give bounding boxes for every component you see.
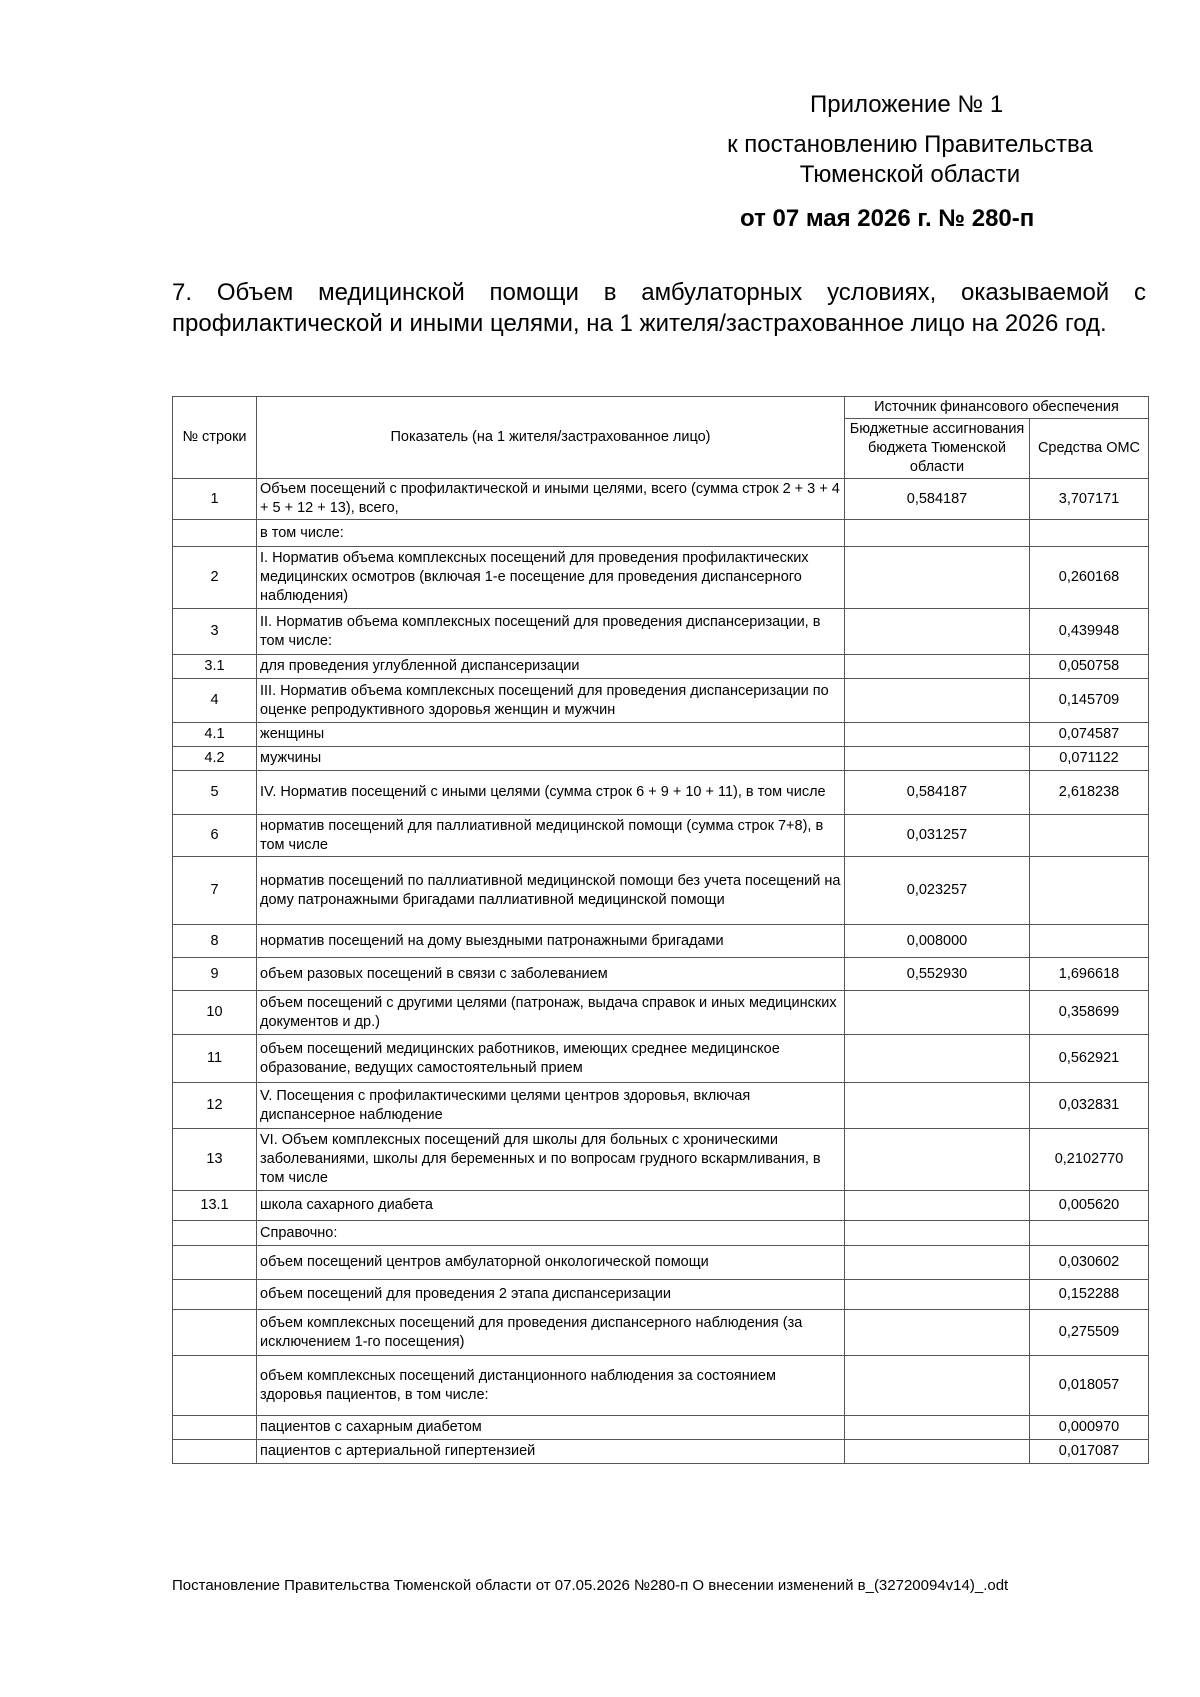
table-row xyxy=(173,991,1149,1035)
decree-reference: к постановлению Правительства Тюменской области xyxy=(727,131,1093,188)
cell-oms: 0,005620 xyxy=(1030,1191,1149,1221)
cell-row-no: 3 xyxy=(173,609,257,655)
cell-row-no: 12 xyxy=(173,1083,257,1129)
cell-oms: 0,2102770 xyxy=(1030,1129,1149,1191)
cell-oms xyxy=(1030,1221,1149,1246)
cell-oms xyxy=(1030,520,1149,547)
cell-indicator: VI. Объем комплексных посещений для школы для больных с хроническими заболеваниями, школы для беременных и по вопросам грудного вскармливания, в том числе xyxy=(257,1129,845,1191)
table-row xyxy=(173,1221,1149,1246)
cell-row-no: 4 xyxy=(173,679,257,723)
document-footer: Постановление Правительства Тюменской области от 07.05.2026 №280-п О внесении изменений в_(32720094v14)_.odt xyxy=(172,1577,1009,1594)
cell-budget xyxy=(845,1191,1030,1221)
cell-row-no xyxy=(173,1246,257,1280)
cell-row-no: 3.1 xyxy=(173,655,257,679)
cell-indicator: V. Посещения с профилактическими целями центров здоровья, включая диспансерное наблюдение xyxy=(257,1083,845,1129)
cell-budget xyxy=(845,655,1030,679)
table-row xyxy=(173,958,1149,991)
cell-budget xyxy=(845,1221,1030,1246)
cell-indicator: IV. Норматив посещений с иными целями (сумма строк 6 + 9 + 10 + 11), в том числе xyxy=(257,771,845,815)
cell-budget xyxy=(845,520,1030,547)
cell-row-no xyxy=(173,1310,257,1356)
cell-oms: 0,439948 xyxy=(1030,609,1149,655)
cell-row-no xyxy=(173,1416,257,1440)
cell-indicator: объем посещений центров амбулаторной онкологической помощи xyxy=(257,1246,845,1280)
header-row-no: № строки xyxy=(173,397,257,479)
cell-indicator: объем комплексных посещений дистанционного наблюдения за состоянием здоровья пациентов, в том числе: xyxy=(257,1356,845,1416)
cell-indicator: II. Норматив объема комплексных посещений для проведения диспансеризации, в том числе: xyxy=(257,609,845,655)
table-row xyxy=(173,1440,1149,1464)
cell-budget xyxy=(845,679,1030,723)
cell-oms: 0,032831 xyxy=(1030,1083,1149,1129)
table-row xyxy=(173,1129,1149,1191)
cell-row-no: 13.1 xyxy=(173,1191,257,1221)
table-row xyxy=(173,925,1149,958)
cell-indicator: объем разовых посещений в связи с заболеванием xyxy=(257,958,845,991)
cell-indicator: объем посещений медицинских работников, имеющих среднее медицинское образование, ведущих самостоятельный прием xyxy=(257,1035,845,1083)
cell-oms: 0,145709 xyxy=(1030,679,1149,723)
cell-oms: 0,018057 xyxy=(1030,1356,1149,1416)
cell-oms: 0,030602 xyxy=(1030,1246,1149,1280)
cell-budget xyxy=(845,1310,1030,1356)
table-row xyxy=(173,520,1149,547)
cell-row-no xyxy=(173,1221,257,1246)
cell-budget xyxy=(845,991,1030,1035)
cell-indicator: Объем посещений с профилактической и иными целями, всего (сумма строк 2 + 3 + 4 + 5 + 12 + 13), всего, xyxy=(257,479,845,520)
cell-indicator: для проведения углубленной диспансеризации xyxy=(257,655,845,679)
table-row xyxy=(173,547,1149,609)
cell-indicator: школа сахарного диабета xyxy=(257,1191,845,1221)
cell-indicator: пациентов с сахарным диабетом xyxy=(257,1416,845,1440)
cell-budget: 0,023257 xyxy=(845,857,1030,925)
cell-row-no: 7 xyxy=(173,857,257,925)
table-body xyxy=(173,479,1149,1464)
cell-oms: 0,074587 xyxy=(1030,723,1149,747)
cell-row-no: 5 xyxy=(173,771,257,815)
cell-oms: 3,707171 xyxy=(1030,479,1149,520)
cell-indicator: I. Норматив объема комплексных посещений для проведения профилактических медицинских осмотров (включая 1-е посещение для проведения диспансерного наблюдения) xyxy=(257,547,845,609)
cell-oms: 0,275509 xyxy=(1030,1310,1149,1356)
cell-oms: 0,260168 xyxy=(1030,547,1149,609)
table-row xyxy=(173,1191,1149,1221)
cell-indicator: в том числе: xyxy=(257,520,845,547)
cell-oms: 0,071122 xyxy=(1030,747,1149,771)
cell-row-no: 9 xyxy=(173,958,257,991)
cell-row-no: 2 xyxy=(173,547,257,609)
appendix-label: Приложение № 1 xyxy=(810,91,1004,118)
cell-indicator: норматив посещений для паллиативной медицинской помощи (сумма строк 7+8), в том числе xyxy=(257,815,845,857)
cell-indicator: мужчины xyxy=(257,747,845,771)
cell-indicator: Справочно: xyxy=(257,1221,845,1246)
cell-budget xyxy=(845,1440,1030,1464)
header-funding-source: Источник финансового обеспечения xyxy=(845,397,1149,419)
cell-row-no: 13 xyxy=(173,1129,257,1191)
cell-row-no xyxy=(173,1280,257,1310)
cell-budget xyxy=(845,1356,1030,1416)
cell-row-no xyxy=(173,1356,257,1416)
cell-budget xyxy=(845,1246,1030,1280)
table-row xyxy=(173,1035,1149,1083)
table-row xyxy=(173,1416,1149,1440)
cell-indicator: объем посещений для проведения 2 этапа диспансеризации xyxy=(257,1280,845,1310)
header-budget: Бюджетные ассигнования бюджета Тюменской области xyxy=(845,419,1030,479)
table-row xyxy=(173,1083,1149,1129)
cell-indicator: III. Норматив объема комплексных посещений для проведения диспансеризации по оценке репродуктивного здоровья женщин и мужчин xyxy=(257,679,845,723)
cell-row-no: 1 xyxy=(173,479,257,520)
cell-budget xyxy=(845,1035,1030,1083)
cell-budget xyxy=(845,1280,1030,1310)
cell-indicator: норматив посещений на дому выездными патронажными бригадами xyxy=(257,925,845,958)
decree-date-number: от 07 мая 2026 г. № 280-п xyxy=(740,205,1035,232)
cell-indicator: пациентов с артериальной гипертензией xyxy=(257,1440,845,1464)
table-row xyxy=(173,771,1149,815)
cell-row-no: 11 xyxy=(173,1035,257,1083)
cell-row-no: 6 xyxy=(173,815,257,857)
cell-budget xyxy=(845,547,1030,609)
cell-budget: 0,552930 xyxy=(845,958,1030,991)
table-row xyxy=(173,723,1149,747)
table-row xyxy=(173,679,1149,723)
cell-oms: 0,000970 xyxy=(1030,1416,1149,1440)
cell-budget: 0,584187 xyxy=(845,479,1030,520)
cell-oms: 0,358699 xyxy=(1030,991,1149,1035)
cell-budget: 0,584187 xyxy=(845,771,1030,815)
cell-indicator: объем посещений с другими целями (патронаж, выдача справок и иных медицинских документов и др.) xyxy=(257,991,845,1035)
cell-row-no: 10 xyxy=(173,991,257,1035)
cell-oms: 0,050758 xyxy=(1030,655,1149,679)
table-row xyxy=(173,815,1149,857)
table-row xyxy=(173,479,1149,520)
cell-oms xyxy=(1030,925,1149,958)
cell-indicator: норматив посещений по паллиативной медицинской помощи без учета посещений на дому патронажными бригадами паллиативной медицинской помощи xyxy=(257,857,845,925)
volume-table xyxy=(172,396,1149,1464)
table-row xyxy=(173,609,1149,655)
table-row xyxy=(173,1310,1149,1356)
cell-indicator: женщины xyxy=(257,723,845,747)
table-row xyxy=(173,655,1149,679)
cell-oms xyxy=(1030,857,1149,925)
cell-budget: 0,031257 xyxy=(845,815,1030,857)
cell-oms: 0,017087 xyxy=(1030,1440,1149,1464)
cell-budget xyxy=(845,1416,1030,1440)
cell-budget xyxy=(845,747,1030,771)
cell-budget xyxy=(845,1129,1030,1191)
header-indicator: Показатель (на 1 жителя/застрахованное лицо) xyxy=(257,397,845,479)
table-row xyxy=(173,1356,1149,1416)
cell-row-no: 8 xyxy=(173,925,257,958)
cell-oms: 0,152288 xyxy=(1030,1280,1149,1310)
table-row xyxy=(173,747,1149,771)
cell-budget xyxy=(845,609,1030,655)
cell-row-no: 4.1 xyxy=(173,723,257,747)
cell-oms: 1,696618 xyxy=(1030,958,1149,991)
cell-indicator: объем комплексных посещений для проведения диспансерного наблюдения (за исключением 1-го посещения) xyxy=(257,1310,845,1356)
header-oms: Средства ОМС xyxy=(1030,419,1149,479)
cell-oms: 0,562921 xyxy=(1030,1035,1149,1083)
cell-budget xyxy=(845,1083,1030,1129)
table-row xyxy=(173,1280,1149,1310)
cell-oms: 2,618238 xyxy=(1030,771,1149,815)
cell-row-no xyxy=(173,1440,257,1464)
table-row xyxy=(173,857,1149,925)
cell-row-no xyxy=(173,520,257,547)
cell-row-no: 4.2 xyxy=(173,747,257,771)
table-row xyxy=(173,1246,1149,1280)
cell-budget: 0,008000 xyxy=(845,925,1030,958)
section-title: 7. Объем медицинской помощи в амбулаторных условиях, оказываемой с профилактической и иными целями, на 1 жителя/застрахованное лицо на 2026 год. xyxy=(172,279,1146,337)
cell-oms xyxy=(1030,815,1149,857)
cell-budget xyxy=(845,723,1030,747)
